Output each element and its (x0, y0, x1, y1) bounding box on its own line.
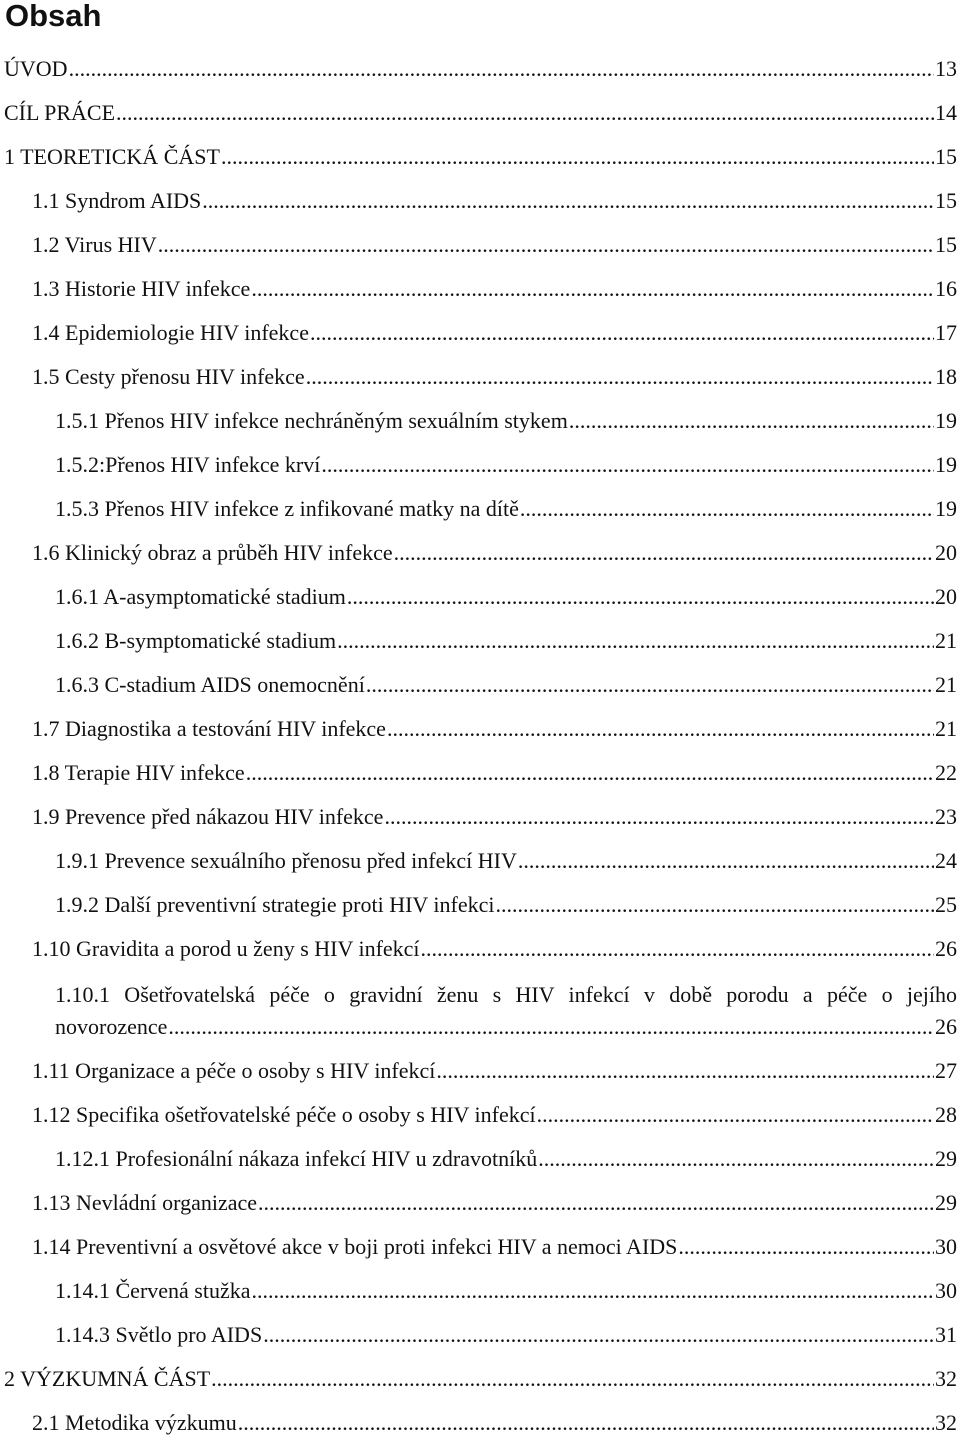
toc-leader-dots (321, 453, 934, 477)
toc-leader-dots (306, 365, 934, 389)
toc-page-number: 32 (935, 1366, 957, 1391)
toc-leader-dots (387, 717, 934, 741)
toc-entry-label: 1.6.2 B-symptomatické stadium (55, 628, 337, 653)
toc-leader-dots (384, 805, 934, 829)
toc-leader-dots (69, 57, 934, 81)
toc-entry-label: CÍL PRÁCE (4, 100, 116, 125)
toc-entry-vyzkumna-cast[interactable] (0, 1367, 957, 1391)
page-title: Obsah (5, 0, 102, 33)
toc-entry-label: 1.9 Prevence před nákazou HIV infekce (32, 804, 384, 829)
toc-entry-1-3[interactable] (0, 277, 957, 301)
toc-page-number: 29 (935, 1146, 957, 1171)
toc-entry-cil-prace[interactable] (0, 101, 957, 125)
toc-page-number: 21 (935, 628, 957, 653)
toc-entry-1-14-1[interactable] (0, 1279, 957, 1303)
toc-entry-label: novorozence (55, 1014, 168, 1039)
toc-leader-dots (258, 1191, 934, 1215)
toc-entry-1-6-2[interactable] (0, 629, 957, 653)
toc-leader-dots (263, 1323, 934, 1347)
toc-page-number: 25 (935, 892, 957, 917)
toc-page-number: 30 (935, 1278, 957, 1303)
toc-leader-dots (211, 1367, 934, 1391)
toc-page-number: 13 (935, 56, 957, 81)
toc-entry-1-10-1-line1[interactable]: 1.10.1 Ošetřovatelská péče o gravidní ženu s HIV infekcí v době porodu a péče o jejího (55, 982, 957, 1007)
toc-entry-label: 1.5.1 Přenos HIV infekce nechráněným sexuálním stykem (55, 408, 568, 433)
toc-entry-1-5-3[interactable] (0, 497, 957, 521)
toc-leader-dots (202, 189, 934, 213)
toc-entry-1-9-1[interactable] (0, 849, 957, 873)
toc-entry-label: 1.11 Organizace a péče o osoby s HIV infekcí (32, 1058, 436, 1083)
toc-page-number: 24 (935, 848, 957, 873)
toc-entry-1-5-2[interactable] (0, 453, 957, 477)
toc-page-number: 23 (935, 804, 957, 829)
toc-entry-1-12-1[interactable] (0, 1147, 957, 1171)
toc-entry-label: 1.2 Virus HIV (32, 232, 157, 257)
toc-entry-label: 1.14 Preventivní a osvětové akce v boji proti infekci HIV a nemoci AIDS (32, 1234, 678, 1259)
toc-leader-dots (221, 145, 934, 169)
toc-entry-label: 1.6 Klinický obraz a průběh HIV infekce (32, 540, 393, 565)
toc-entry-1-1[interactable] (0, 189, 957, 213)
toc-leader-dots (246, 761, 934, 785)
toc-page-number: 27 (935, 1058, 957, 1083)
toc-page-number: 20 (935, 584, 957, 609)
toc-page-number: 16 (935, 276, 957, 301)
toc-entry-label: 1.14.3 Světlo pro AIDS (55, 1322, 263, 1347)
toc-leader-dots (518, 849, 934, 873)
toc-page-number: 21 (935, 672, 957, 697)
toc-entry-label: 1.9.2 Další preventivní strategie proti HIV infekci (55, 892, 495, 917)
toc-entry-1-5-1[interactable] (0, 409, 957, 433)
toc-entry-1-6[interactable] (0, 541, 957, 565)
toc-leader-dots (347, 585, 934, 609)
toc-page-number: 17 (935, 320, 957, 345)
toc-entry-label: 2.1 Metodika výzkumu (32, 1410, 237, 1435)
toc-entry-1-4[interactable] (0, 321, 957, 345)
toc-leader-dots (421, 937, 934, 961)
toc-page-number: 19 (935, 408, 957, 433)
toc-entry-uvod[interactable] (0, 57, 957, 81)
toc-leader-dots (520, 497, 934, 521)
toc-entry-1-12[interactable] (0, 1103, 957, 1127)
toc-entry-1-9[interactable] (0, 805, 957, 829)
toc-entry-1-9-2[interactable] (0, 893, 957, 917)
toc-entry-1-6-1[interactable] (0, 585, 957, 609)
toc-page-number: 29 (935, 1190, 957, 1215)
toc-leader-dots (537, 1103, 934, 1127)
toc-leader-dots (394, 541, 934, 565)
toc-leader-dots (337, 629, 934, 653)
toc-leader-dots (252, 1279, 935, 1303)
toc-entry-1-6-3[interactable] (0, 673, 957, 697)
toc-leader-dots (158, 233, 934, 257)
toc-page-number: 21 (935, 716, 957, 741)
toc-page-number: 20 (935, 540, 957, 565)
toc-entry-label: ÚVOD (4, 56, 68, 81)
toc-leader-dots (436, 1059, 934, 1083)
toc-leader-dots (538, 1147, 934, 1171)
toc-entry-label: 1.12 Specifika ošetřovatelské péče o osoby s HIV infekcí (32, 1102, 536, 1127)
toc-entry-1-11[interactable] (0, 1059, 957, 1083)
toc-page-number: 30 (935, 1234, 957, 1259)
toc-page-number: 19 (935, 452, 957, 477)
toc-entry-label: 1.14.1 Červená stužka (55, 1278, 251, 1303)
toc-leader-dots (238, 1411, 934, 1435)
toc-entry-1-7[interactable] (0, 717, 957, 741)
toc-page-number: 26 (935, 936, 957, 961)
toc-page-number: 32 (935, 1410, 957, 1435)
toc-page-number: 18 (935, 364, 957, 389)
toc-page-number: 31 (935, 1322, 957, 1347)
toc-leader-dots (366, 673, 934, 697)
toc-entry-1-14-3[interactable] (0, 1323, 957, 1347)
toc-entry-1-10[interactable] (0, 937, 957, 961)
toc-page-number: 19 (935, 496, 957, 521)
toc-entry-label: 1.12.1 Profesionální nákaza infekcí HIV u zdravotníků (55, 1146, 538, 1171)
toc-entry-label: 1.4 Epidemiologie HIV infekce (32, 320, 309, 345)
toc-page-number: 15 (935, 188, 957, 213)
toc-entry-label: 1.8 Terapie HIV infekce (32, 760, 245, 785)
toc-entry-teoreticka-cast[interactable] (0, 145, 957, 169)
toc-leader-dots (495, 893, 934, 917)
toc-entry-1-5[interactable] (0, 365, 957, 389)
toc-entry-label: 1.10 Gravidita a porod u ženy s HIV infekcí (32, 936, 420, 961)
toc-entry-1-2[interactable] (0, 233, 957, 257)
toc-leader-dots (310, 321, 934, 345)
toc-entry-label: 1.7 Diagnostika a testování HIV infekce (32, 716, 386, 741)
toc-leader-dots (569, 409, 934, 433)
toc-entry-1-13[interactable] (0, 1191, 957, 1215)
toc-entry-1-10-1[interactable] (0, 1015, 957, 1039)
toc-leader-dots (168, 1015, 934, 1039)
toc-page-number: 15 (935, 232, 957, 257)
toc-entry-2-1[interactable] (0, 1411, 957, 1435)
toc-entry-1-14[interactable] (0, 1235, 957, 1259)
toc-entry-label: 1.6.3 C-stadium AIDS onemocnění (55, 672, 365, 697)
toc-entry-label: 1.1 Syndrom AIDS (32, 188, 202, 213)
toc-entry-label: 1.13 Nevládní organizace (32, 1190, 258, 1215)
toc-entry-label: 1.5.3 Přenos HIV infekce z infikované matky na dítě (55, 496, 519, 521)
toc-entry-label: 1.9.1 Prevence sexuálního přenosu před infekcí HIV (55, 848, 517, 873)
toc-leader-dots (678, 1235, 934, 1259)
toc-page-number: 14 (935, 100, 957, 125)
toc-entry-label: 1.5.2:Přenos HIV infekce krví (55, 452, 321, 477)
toc-page-number: 22 (935, 760, 957, 785)
toc-entry-label: 1.6.1 A-asymptomatické stadium (55, 584, 346, 609)
toc-entry-1-8[interactable] (0, 761, 957, 785)
toc-page-number: 28 (935, 1102, 957, 1127)
toc-page-number: 15 (935, 144, 957, 169)
toc-leader-dots (116, 101, 934, 125)
toc-leader-dots (251, 277, 934, 301)
toc-entry-label: 2 VÝZKUMNÁ ČÁST (4, 1366, 211, 1391)
toc-entry-label: 1.5 Cesty přenosu HIV infekce (32, 364, 305, 389)
toc-entry-label: 1.3 Historie HIV infekce (32, 276, 251, 301)
toc-entry-label: 1 TEORETICKÁ ČÁST (4, 144, 220, 169)
toc-page-number: 26 (935, 1014, 957, 1039)
